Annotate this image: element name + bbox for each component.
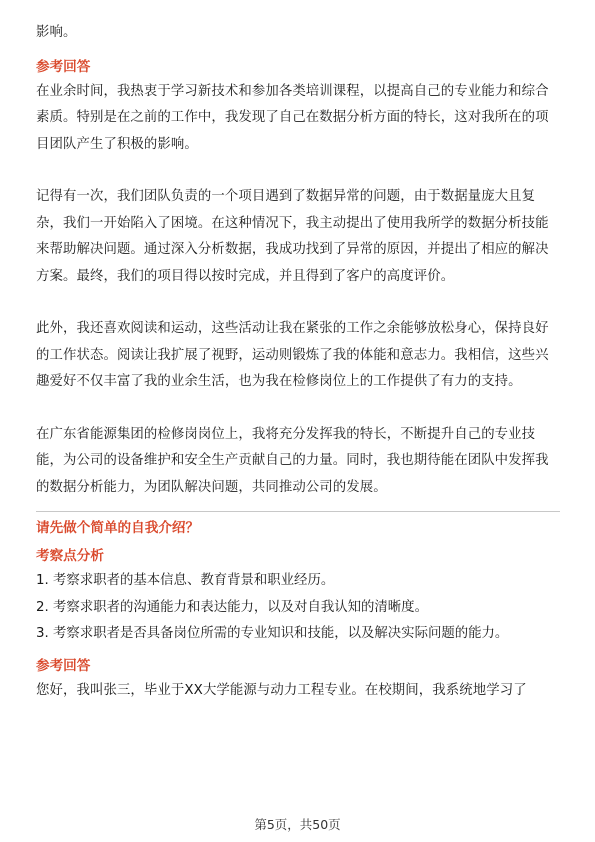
- question-title: 请先做个简单的自我介绍？: [36, 520, 200, 536]
- page-content: [36, 20, 560, 704]
- reference-answer-label-2: 参考回答: [36, 657, 91, 674]
- analysis-label: 考察点分析: [36, 548, 104, 564]
- answer-paragraph-3: 此外，我还喜欢阅读和运动，这些活动让我在紧张的工作之余能够放松身心，保持良好的工作状态。阅读让我扩展了视野，运动则锻炼了我的体能和意志力。我相信，这些兴趣爱好不仅丰富了我的业余生活，也为我在检修岗位上的工作提供了有力的支持。: [36, 321, 549, 389]
- continued-text: 影响。: [36, 25, 77, 40]
- reference-answer-label: 参考回答: [36, 58, 91, 75]
- section-divider: [36, 511, 560, 512]
- analysis-point-3: 3. 考察求职者是否具备岗位所需的专业知识和技能，以及解决实际问题的能力。: [36, 626, 509, 641]
- answer-start: 您好，我叫张三，毕业于XX大学能源与动力工程专业。在校期间，我系统地学习了: [36, 682, 527, 698]
- answer-paragraph-4: 在广东省能源集团的检修岗岗位上，我将充分发挥我的特长，不断提升自己的专业技能，为公司的设备维护和安全生产贡献自己的力量。同时，我也期待能在团队中发挥我的数据分析能力，为团队解决问题，共同推动公司的发展。: [36, 426, 549, 495]
- analysis-point-1: 1. 考察求职者的基本信息、教育背景和职业经历。: [36, 573, 335, 588]
- answer-paragraph-2: 记得有一次，我们团队负责的一个项目遇到了数据异常的问题，由于数据量庞大且复杂，我们一开始陷入了困境。在这种情况下，我主动提出了使用我所学的数据分析技能来帮助解决问题。通过深入分析数据，我成功找到了异常的原因，并提出了相应的解决方案。最终，我们的项目得以按时完成，并且得到了客户的高度评价。: [36, 189, 549, 284]
- analysis-point-2: 2. 考察求职者的沟通能力和表达能力，以及对自我认知的清晰度。: [36, 599, 428, 615]
- page-footer: 第5页，共50页: [254, 817, 341, 832]
- answer-paragraph-1: 在业余时间，我热衷于学习新技术和参加各类培训课程，以提高自己的专业能力和综合素质。特别是在之前的工作中，我发现了自己在数据分析方面的特长，这对我所在的项目团队产生了积极的影响。: [36, 83, 549, 152]
